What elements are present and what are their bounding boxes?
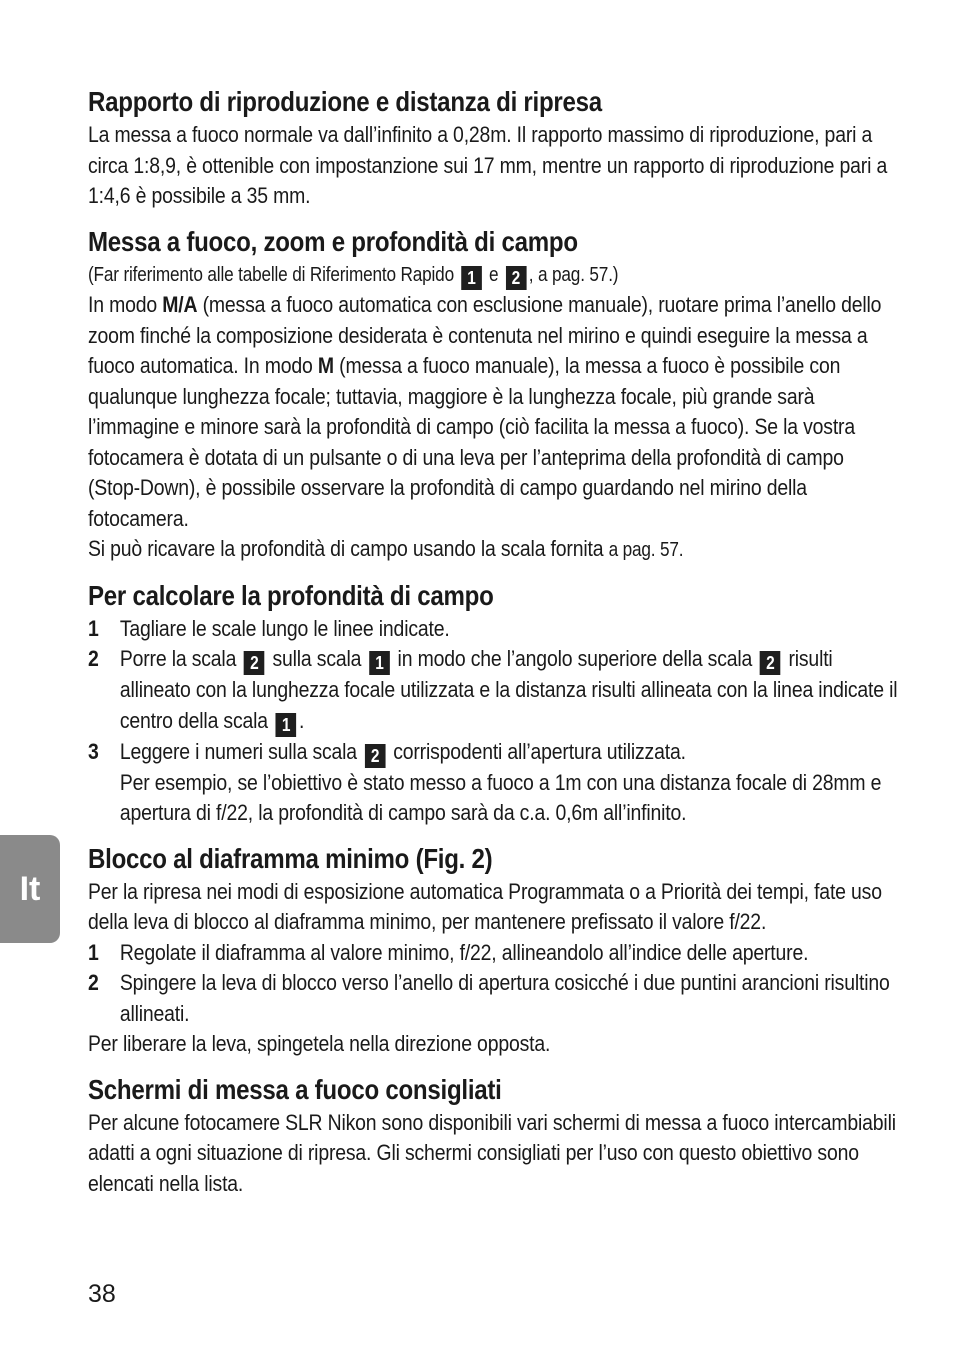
mode-ma: M/A	[162, 292, 198, 317]
section-after-note: Per liberare la leva, spingetela nella direzione opposta.	[88, 1031, 551, 1056]
mode-m: M	[317, 353, 334, 378]
section-reproduction-ratio	[88, 84, 900, 212]
section-body: In modo M/A (messa a fuoco automatica con esclusione manuale), ruotare prima l’anello dello zoom finché la composizione desiderata è contenuta nel mirino e quindi eseguire la messa a fuoco automatica. In modo M (messa a fuoco manuale), la messa a fuoco è possibile con qualunque lunghezza focale; tuttavia, maggiore è la lunghezza focale, più grande sarà l’immagine e minore sarà la profondità di campo (ciò facilita la messa a fuoco). Se la vostra fotocamera è dotata di un pulsante o di una leva per l’anteprima della profondità di campo (Stop-Down), è possibile osservare la profondità di campo guardando nel mirino della fotocamera.	[88, 292, 882, 531]
section-body: Per alcune fotocamere SLR Nikon sono disponibili vari schermi di messa a fuoco intercambiabili adatti a ogni situazione di ripresa. Gli schermi consigliati per l’uso con questo obiettivo sono elencati nella lista.	[88, 1109, 896, 1196]
scale-2-marker: 2	[244, 651, 265, 675]
reference-note: (Far riferimento alle tabelle di Riferimento Rapido 1 e 2 , a pag. 57.)	[88, 263, 619, 288]
language-tab: It	[0, 835, 60, 943]
section-title: Schermi di messa a fuoco consigliati	[88, 1073, 502, 1105]
steps-list	[88, 938, 900, 1030]
section-title: Per calcolare la profondità di campo	[88, 579, 494, 611]
list-item: 3 Leggere i numeri sulla scala 2 corrispodenti all’apertura utilizzata. Per esempio, se l’obiettivo è stato messo a fuoco a 1m con una distanza focale di 28mm e apertura di f/22, la profondità di campo sarà da c.a. 0,6m all’infinito.	[88, 738, 882, 825]
list-item: 2 Spingere la leva di blocco verso l’anello di apertura cosicché i due puntini arancioni risultino allineati.	[88, 970, 890, 1026]
section-title: Messa a fuoco, zoom e profondità di campo	[88, 225, 578, 257]
page-number: 38	[88, 1280, 116, 1308]
section-title: Rapporto di riproduzione e distanza di ripresa	[88, 86, 602, 117]
section-aperture-lock	[88, 841, 900, 1060]
content-text	[88, 84, 900, 1199]
list-item: 1 Tagliare le scale lungo le linee indicate.	[88, 615, 450, 641]
page-content	[88, 84, 900, 1211]
section-focus-zoom	[88, 224, 900, 566]
list-item: 1 Regolate il diaframma al valore minimo, f/22, allineandolo all’indice delle aperture.	[88, 939, 809, 965]
scale-1-marker: 1	[276, 713, 297, 737]
scale-1-marker: 1	[461, 266, 482, 290]
section-body-2: Si può ricavare la profondità di campo usando la scala fornita a pag. 57.	[88, 536, 684, 561]
section-body: La messa a fuoco normale va dall’infinito a 0,28m. Il rapporto massimo di riproduzione, pari a circa 1:8,9, è ottenible con impostanzione sui 17 mm, mentre un rapporto di riproduzione pari a 1:4,6 è possibile a 35 mm.	[88, 122, 888, 208]
scale-2-marker: 2	[760, 651, 781, 675]
scale-2-marker: 2	[506, 266, 527, 290]
steps-list	[88, 614, 900, 829]
section-focusing-screens	[88, 1072, 900, 1200]
section-title: Blocco al diaframma minimo (Fig. 2)	[88, 842, 493, 874]
list-item: 2 Porre la scala 2 sulla scala 1 in modo che l’angolo superiore della scala 2 risulti allineato con la lunghezza focale utilizzata e la distanza risulti allineata con la linea indicate il centro della scala 1 .	[88, 646, 898, 735]
scale-1-marker: 1	[369, 651, 390, 675]
scale-2-marker: 2	[365, 744, 386, 768]
section-body: Per la ripresa nei modi di esposizione automatica Programmata o a Priorità dei tempi, fate uso della leva di blocco al diaframma minimo, per mantenere prefissato il valore f/22.	[88, 878, 882, 934]
section-depth-of-field	[88, 578, 900, 829]
